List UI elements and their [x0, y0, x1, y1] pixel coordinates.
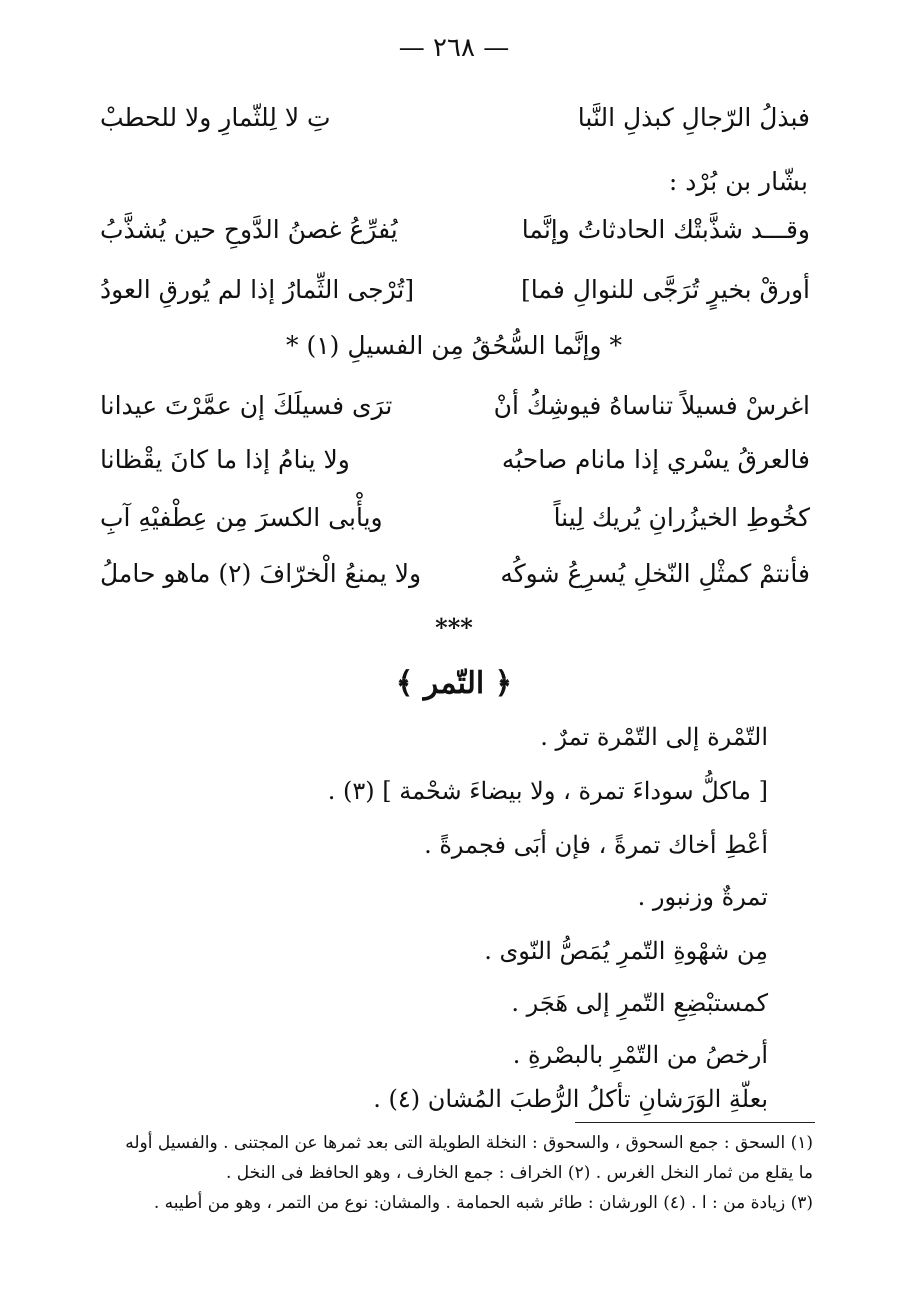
verse-line — [100, 382, 810, 430]
verse-line — [100, 206, 810, 254]
verse-line — [100, 494, 810, 542]
proverb-item: أعْطِ أخاك تمرةً ، فإن أبَى فجمرةً . — [424, 831, 768, 859]
saying-line: * وإنَّما السُّحُقُ مِن الفسيلِ (١) * — [286, 331, 622, 360]
proverb-item: أرخصُ من التّمْرِ بالبصْرةِ . — [512, 1041, 768, 1069]
verse-first-hemistich: كخُوطِ الخيزُرانِ يُريك لِيناً — [553, 503, 810, 532]
footnote-line: ما يقلع من ثمار النخل الغرس . (٢) الخراف : جمع الخارف ، وهو الحافظ فى النخل . — [225, 1163, 813, 1183]
proverb-item: التّمْرة إلى التّمْرة تمرٌ . — [540, 723, 768, 751]
footnote-line: (٣) زيادة من : ا . (٤) الورشان : طائر شبه الحمامة . والمشان: نوع من التمر ، وهو من أطيبه . — [153, 1193, 813, 1213]
proverb-item: [ ماكلُّ سوداءَ تمرة ، ولا بيضاءَ شحْمة ] (٣) . — [327, 777, 768, 805]
verse-second-hemistich: تُرْجى الثِّمارُ إذا لم يُورقِ العودُ] — [100, 275, 415, 304]
poet-label: بشّار بن بُرْد : — [668, 167, 808, 196]
verse-line — [100, 94, 810, 142]
proverb-item: كمستبْضِعِ التّمرِ إلى هَجَر . — [511, 989, 768, 1017]
verse-second-hemistich: ولا يمنعُ الْخرّافَ (٢) ماهو حاملُ — [100, 559, 422, 588]
section-title: ﴿ التّمر ﴾ — [395, 666, 513, 701]
verse-second-hemistich: ولا ينامُ إذا ما كانَ يقْظانا — [100, 445, 350, 474]
verse-second-hemistich: تِ لا لِلثّمارِ ولا للحطبْ — [100, 103, 331, 132]
verse-second-hemistich: ترَى فسيلَكَ إن عمَّرْتَ عيدانا — [100, 391, 393, 420]
verse-line — [100, 436, 810, 484]
verse-first-hemistich: فبذلُ الرّجالِ كبذلِ النَّبا — [577, 103, 810, 132]
proverb-item: تمرةٌ وزنبور . — [637, 883, 768, 911]
section-separator: *** — [435, 613, 473, 642]
verse-second-hemistich: ويأْبى الكسرَ مِن عِطْفيْهِ آبِ — [100, 503, 383, 532]
verse-line — [100, 550, 810, 598]
proverb-item: مِن شهْوةِ التّمرِ يُمَصُّ النّوى . — [484, 937, 768, 965]
footnote-divider — [575, 1122, 815, 1123]
verse-first-hemistich: فالعرقُ يسْري إذا مانام صاحبُه — [501, 445, 810, 474]
page-number: — ٢٦٨ — — [398, 33, 510, 63]
verse-line — [100, 266, 810, 314]
verse-second-hemistich: يُفرِّعُ غصنُ الدَّوحِ حين يُشذَّبُ — [100, 215, 398, 244]
verse-first-hemistich: فأنتمْ كمثْلِ النّخلِ يُسرِعُ شوكُه — [500, 559, 810, 588]
proverb-item: بعلّةِ الوَرَشانِ تأكلُ الرُّطبَ المُشان (٤) . — [373, 1085, 768, 1113]
verse-first-hemistich: اغرسْ فسيلاً تناساهُ فيوشِكُ أنْ — [493, 391, 810, 420]
verse-first-hemistich: [أورقْ بخيرٍ تُرَجَّى للنوالِ فما — [520, 275, 810, 304]
footnote-line: (١) السحق : جمع السحوق ، والسحوق : النخلة الطويلة التى بعد ثمرها عن المجتنى . والفسيل أوله — [125, 1133, 813, 1153]
verse-first-hemistich: وقـــد شذَّبتْك الحادثاتُ وإنَّما — [521, 215, 810, 244]
